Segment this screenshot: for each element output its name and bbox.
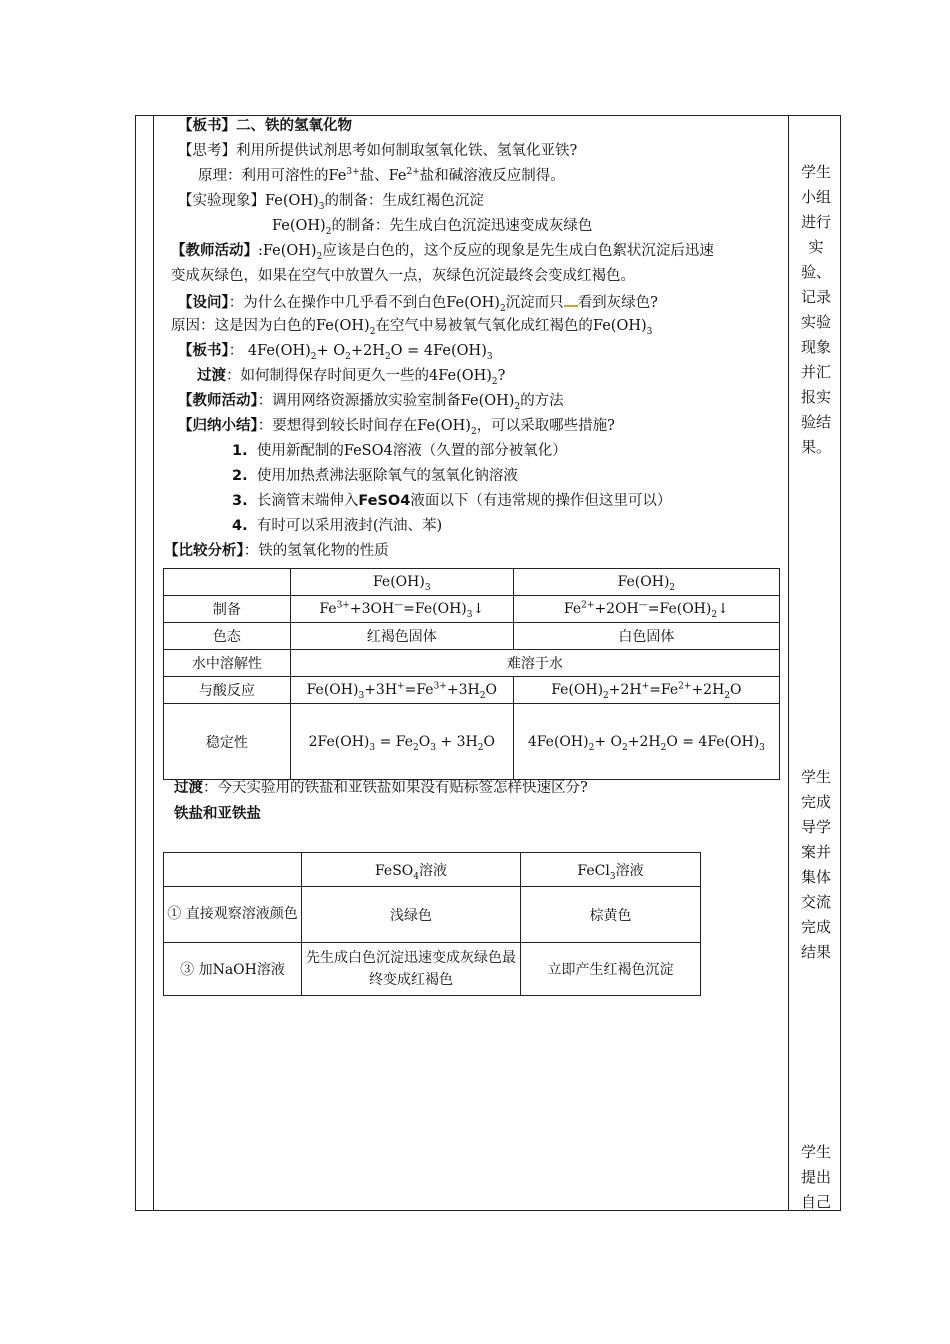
- hydroxide-compare-table: [163, 568, 780, 780]
- question-line: 【设问】：为什么在操作中几乎看不到白色$Fe(OH)_2$沉淀而只 看到灰绿色?: [178, 291, 658, 313]
- teacher-activity-2: 【教师活动】：调用网络资源播放实验室制备$Fe(OH)_2$的方法: [178, 393, 564, 412]
- table-header: FeSO$_4$溶液: [302, 853, 521, 887]
- table-cell: $2Fe(OH)_3 = Fe_2O_3 + 3H_2O$: [290, 704, 513, 780]
- table-cell: [164, 569, 291, 596]
- table-cell: $Fe^{3+}+3OH^—=Fe(OH)_3↓$: [290, 596, 513, 623]
- table-row: [164, 677, 780, 704]
- table-cell: 白色固体: [513, 623, 779, 650]
- table-cell: $Fe(OH)_2+2H^+=Fe^{2+}+2H_2O$: [513, 677, 779, 704]
- table-cell: 红褐色固体: [290, 623, 513, 650]
- table-row: [164, 943, 701, 996]
- table-cell: 棕黄色: [521, 887, 701, 943]
- table-row: [164, 623, 780, 650]
- table-cell: $Fe(OH)_3+3H^+=Fe^{3+}+3H_2O$: [290, 677, 513, 704]
- table-row: [164, 569, 780, 596]
- underline-mark: [564, 291, 578, 307]
- teacher-activity-1: 【教师活动】$:Fe(OH)_2$应该是白色的，这个反应的现象是先生成白色絮状沉淀后迅速: [171, 243, 714, 262]
- compare-heading: 【比较分析】：铁的氢氧化物的性质: [164, 543, 389, 559]
- side-note-1: 学生小组进行实验、记录实验现象并汇报实验结果。: [800, 163, 831, 456]
- left-divider: [153, 115, 154, 1211]
- table-cell: [164, 853, 302, 887]
- table-row: [164, 650, 780, 677]
- teacher-activity-1-cont: 变成灰绿色，如果在空气中放置久一点，灰绿色沉淀最终会变成红褐色。: [171, 268, 635, 284]
- table-cell: $4Fe(OH)_2+ O_2+2H_2O = 4Fe(OH)_3$: [513, 704, 779, 780]
- table-row-label: 与酸反应: [164, 677, 291, 704]
- list-item: 2. 使用加热煮沸法驱除氧气的氢氧化钠溶液: [232, 468, 518, 484]
- list-item: 3. 长滴管末端伸入FeSO4液面以下（有违常规的操作但这里可以）: [232, 493, 672, 509]
- table-row-label: 制备: [164, 596, 291, 623]
- table-header: $Fe(OH)_3$: [290, 569, 513, 596]
- table-row: [164, 596, 780, 623]
- salt-heading: 铁盐和亚铁盐: [174, 806, 261, 822]
- list-item: 1. 使用新配制的FeSO4溶液（久置的部分被氧化）: [232, 443, 567, 459]
- summary-line: 【归纳小结】：要想得到较长时间存在$Fe(OH)_2$，可以采取哪些措施?: [178, 418, 615, 437]
- board-heading: 【板书】二、铁的氢氧化物: [178, 118, 352, 134]
- table-header: FeCl$_3$溶液: [521, 853, 701, 887]
- table-row: [164, 853, 701, 887]
- transition-line-2: 过渡：今天实验用的铁盐和亚铁盐如果没有贴标签怎样快速区分?: [174, 780, 588, 796]
- side-note-2: 学生完成导学案并集体交流完成结果: [800, 768, 831, 961]
- salt-compare-table: [163, 852, 701, 996]
- table-cell: 立即产生红褐色沉淀: [521, 943, 701, 996]
- table-cell: $Fe^{2+}+2OH^—=Fe(OH)_2↓$: [513, 596, 779, 623]
- phenomenon-line-1: 【实验现象】$Fe(OH)_3$的制备：生成红褐色沉淀: [178, 193, 484, 212]
- principle-line: 原理：利用可溶性的$Fe^{3+}$盐、$Fe^{2+}$盐和碱溶液反应制得。: [198, 167, 565, 184]
- table-row-label: 色态: [164, 623, 291, 650]
- table-row-label: 稳定性: [164, 704, 291, 780]
- table-row-label: ① 直接观察溶液颜色: [164, 887, 302, 943]
- table-row: [164, 704, 780, 780]
- reason-line: 原因：这是因为白色的$Fe(OH)_2$在空气中易被氧气氧化成红褐色的$Fe(OH)_3$: [171, 318, 653, 337]
- table-cell: 先生成白色沉淀迅速变成灰绿色最终变成红褐色: [302, 943, 521, 996]
- right-divider: [788, 115, 789, 1211]
- table-cell: 难溶于水: [290, 650, 779, 677]
- table-row: [164, 887, 701, 943]
- table-header: $Fe(OH)_2$: [513, 569, 779, 596]
- board-equation: 【板书】： $4Fe(OH)_2+ O_2+2H_2O = 4Fe(OH)_3$: [178, 343, 493, 362]
- table-row-label: 水中溶解性: [164, 650, 291, 677]
- list-item: 4. 有时可以采用液封(汽油、苯): [232, 518, 443, 534]
- side-note-3: 学生提出自己: [800, 1143, 831, 1211]
- think-line: 【思考】利用所提供试剂思考如何制取氢氧化铁、氢氧化亚铁?: [178, 143, 578, 159]
- phenomenon-line-2: $Fe(OH)_2$的制备：先生成白色沉淀迅速变成灰绿色: [272, 218, 593, 237]
- transition-line-1: 过渡：如何制得保存时间更久一些的$4Fe(OH)_2$?: [197, 368, 506, 387]
- table-row-label: ③ 加NaOH溶液: [164, 943, 302, 996]
- table-cell: 浅绿色: [302, 887, 521, 943]
